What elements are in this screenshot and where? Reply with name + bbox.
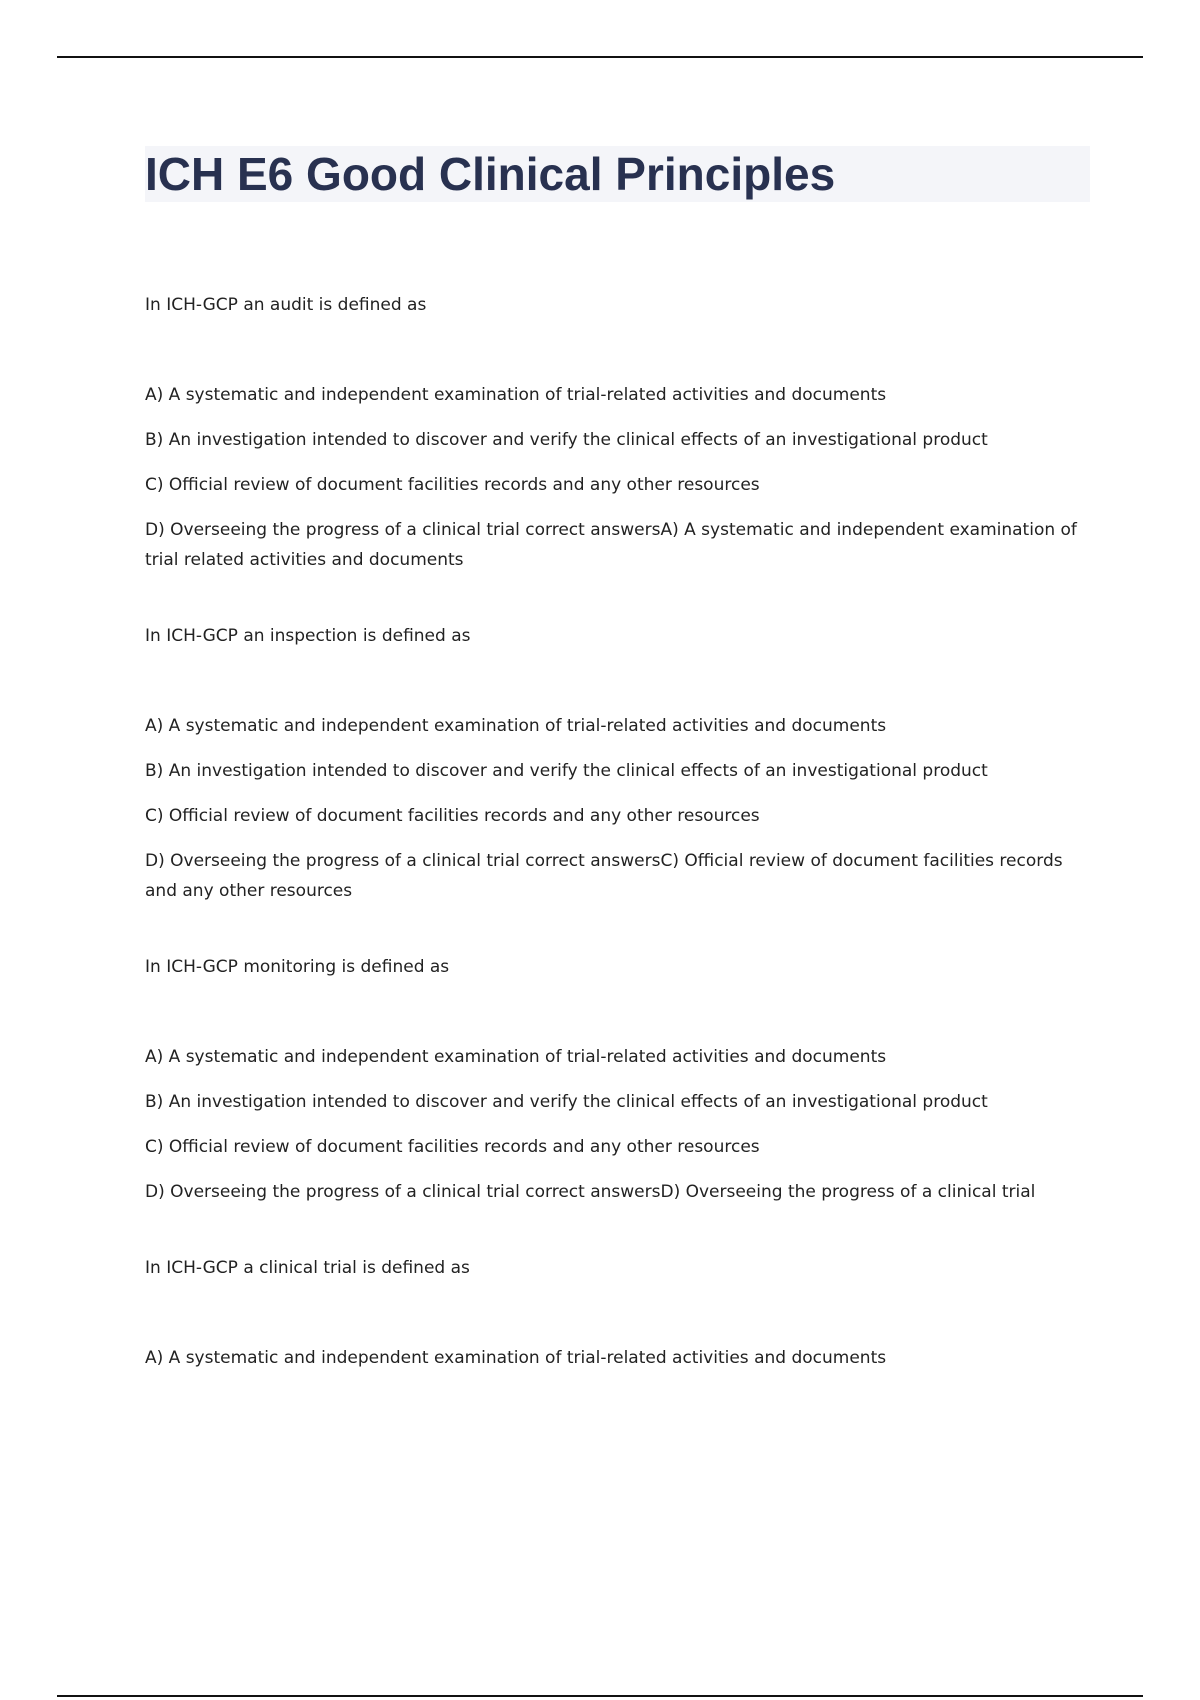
question-block-clinical-trial — [145, 1252, 1085, 1373]
option-d-with-answer: D) Overseeing the progress of a clinical trial correct answersA) A systematic and independent examination of trial related activities and documents — [145, 520, 1077, 570]
option-b: B) An investigation intended to discover and verify the clinical effects of an investigational product — [145, 1092, 988, 1112]
question-text: In ICH-GCP an audit is defined as — [145, 295, 427, 315]
option-a: A) A systematic and independent examination of trial-related activities and documents — [145, 1047, 887, 1067]
answer-options — [145, 380, 1085, 575]
answer-options — [145, 1343, 1085, 1373]
option-c: C) Official review of document facilities records and any other resources — [145, 1137, 760, 1157]
option-a: A) A systematic and independent examination of trial-related activities and documents — [145, 1348, 887, 1368]
bottom-rule — [57, 1695, 1143, 1697]
question-text: In ICH-GCP a clinical trial is defined as — [145, 1258, 470, 1278]
option-a: A) A systematic and independent examination of trial-related activities and documents — [145, 385, 887, 405]
option-b: B) An investigation intended to discover and verify the clinical effects of an investigational product — [145, 761, 988, 781]
question-block-inspection — [145, 620, 1085, 906]
option-b: B) An investigation intended to discover and verify the clinical effects of an investigational product — [145, 430, 988, 450]
answer-options — [145, 711, 1085, 906]
question-text: In ICH-GCP an inspection is defined as — [145, 626, 471, 646]
question-block-monitoring — [145, 951, 1085, 1207]
option-a: A) A systematic and independent examination of trial-related activities and documents — [145, 716, 887, 736]
option-c: C) Official review of document facilities records and any other resources — [145, 475, 760, 495]
option-d-with-answer: D) Overseeing the progress of a clinical trial correct answersC) Official review of document facilities records and any other resources — [145, 851, 1063, 901]
question-text: In ICH-GCP monitoring is defined as — [145, 957, 450, 977]
document-body — [145, 289, 1085, 1418]
option-c: C) Official review of document facilities records and any other resources — [145, 806, 760, 826]
question-block-audit — [145, 289, 1085, 575]
answer-options — [145, 1042, 1085, 1207]
top-rule — [57, 56, 1143, 58]
page-title: ICH E6 Good Clinical Principles — [145, 148, 836, 200]
option-d-with-answer: D) Overseeing the progress of a clinical trial correct answersD) Overseeing the progress of a clinical trial — [145, 1182, 1036, 1202]
